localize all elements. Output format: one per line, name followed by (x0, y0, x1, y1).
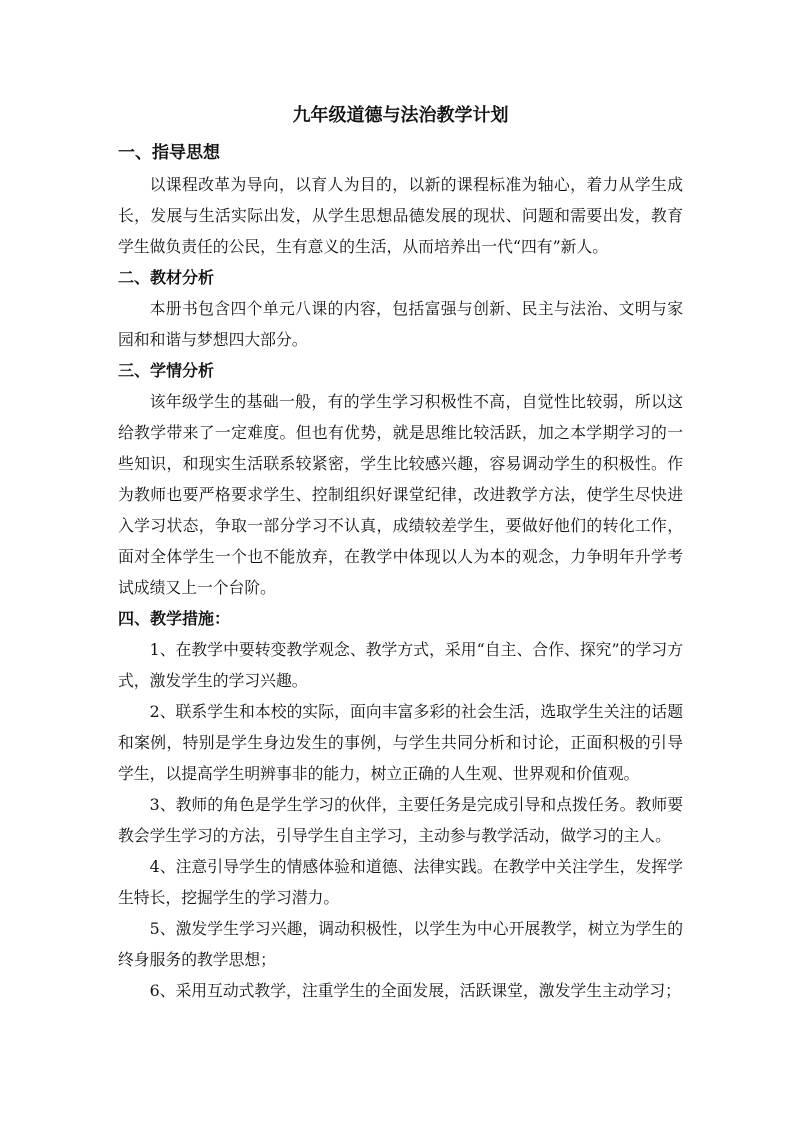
paragraph-guiding-thought: 以课程改革为导向，以育人为目的，以新的课程标准为轴心，着力从学生成长，发展与生活实际出发，从学生思想品德发展的现状、问题和需要出发，教育学生做负责任的公民，生有意义的生活，从而培养出一代“四有”新人。 (118, 175, 683, 256)
document-title: 九年级道德与法治教学计划 (292, 105, 509, 126)
section-heading-guiding-thought: 一、指导思想 (118, 143, 220, 163)
measure-item-3: 3、教师的角色是学生学习的伙伴，主要任务是完成引导和点拨任务。教师要教会学生学习的方法，引导学生自主学习，主动参与教学活动，做学习的主人。 (118, 795, 683, 845)
document-content (118, 102, 683, 1006)
measure-item-1: 1、在教学中要转变教学观念、教学方式，采用“自主、合作、探究”的学习方式，激发学生的学习兴趣。 (118, 640, 683, 690)
paragraph-textbook-analysis: 本册书包含四个单元八课的内容，包括富强与创新、民主与法治、文明与家园和和谐与梦想四大部分。 (118, 299, 683, 349)
measure-item-6: 6、采用互动式教学，注重学生的全面发展，活跃课堂，激发学生主动学习； (149, 981, 681, 1000)
section-heading-teaching-measures: 四、教学措施： (118, 609, 231, 628)
measure-item-5: 5、激发学生学习兴趣，调动积极性，以学生为中心开展教学，树立为学生的终身服务的教学思想； (118, 919, 683, 969)
section-heading-student-analysis: 三、学情分析 (118, 361, 215, 380)
paragraph-student-analysis: 该年级学生的基础一般，有的学生学习积极性不高，自觉性比较弱，所以这给教学带来了一定难度。但也有优势，就是思维比较活跃，加之本学期学习的一些知识，和现实生活联系较紧密，学生比较感兴趣，容易调动学生的积极性。作为教师也要严格要求学生、控制组织好课堂纪律，改进教学方法，使学生尽快进入学习状态，争取一部分学习不认真，成绩较差学生，要做好他们的转化工作，面对全体学生一个也不能放弃，在教学中体现以人为本的观念，力争明年升学考试成绩又上一个台阶。 (118, 392, 683, 597)
measure-item-4: 4、注意引导学生的情感体验和道德、法律实践。在教学中关注学生，发挥学生特长，挖掘学生的学习潜力。 (118, 857, 683, 907)
section-heading-textbook-analysis: 二、教材分析 (118, 268, 215, 287)
measure-item-2: 2、联系学生和本校的实际，面向丰富多彩的社会生活，选取学生关注的话题和案例，特别是学生身边发生的事例，与学生共同分析和讨论，正面积极的引导学生，以提高学生明辨事非的能力，树立正确的人生观、世界观和价值观。 (118, 702, 683, 783)
